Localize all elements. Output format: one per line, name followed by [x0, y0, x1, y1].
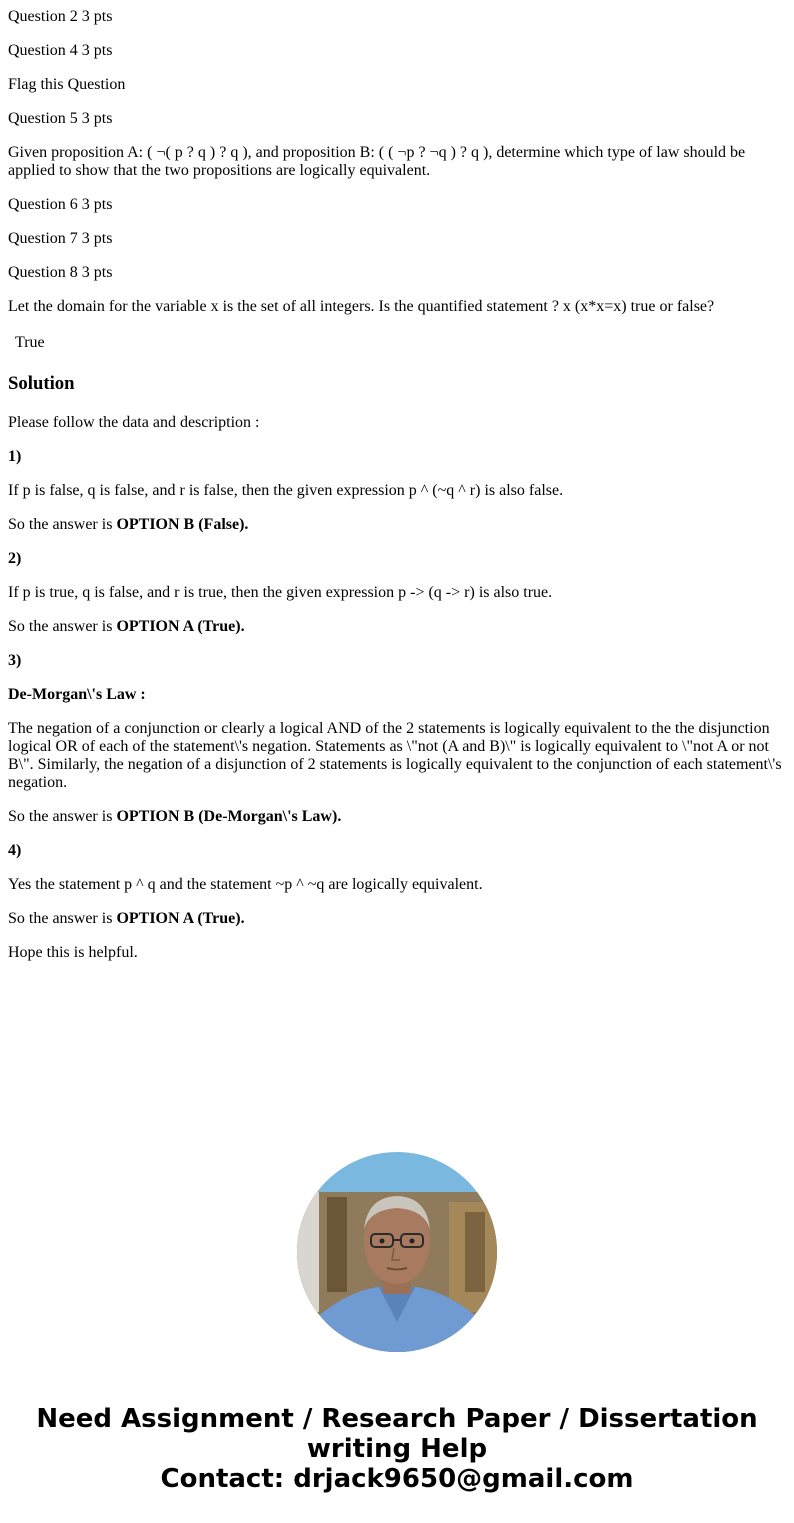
- question-2-header: Question 2 3 pts: [8, 8, 113, 25]
- flag-question-link[interactable]: Flag this Question: [8, 76, 126, 93]
- solution-3-answer: So the answer is OPTION B (De-Morgan\'s Law).: [8, 808, 342, 825]
- promo-contact[interactable]: Contact: drjack9650@gmail.com: [160, 1464, 634, 1494]
- solution-4-text: Yes the statement p ^ q and the statement ~p ^ ~q are logically equivalent.: [8, 876, 483, 893]
- document-body: [8, 0, 786, 978]
- solution-2-number: 2): [8, 550, 22, 567]
- promo-line-1: Need Assignment / Research Paper / Dissertation: [36, 1404, 758, 1434]
- solution-2-text: If p is true, q is false, and r is true, then the given expression p -> (q -> r) is also true.: [8, 584, 553, 601]
- solution-1-number: 1): [8, 448, 22, 465]
- solution-1-answer: So the answer is OPTION B (False).: [8, 516, 249, 533]
- portrait-illustration: [297, 1152, 497, 1352]
- question-8-text: Let the domain for the variable x is the set of all integers. Is the quantified statement ? x (x*x=x) true or false?: [8, 298, 715, 315]
- solution-4-number: 4): [8, 842, 22, 859]
- question-7-header: Question 7 3 pts: [8, 230, 113, 247]
- solution-heading: Solution: [8, 373, 75, 394]
- solution-intro: Please follow the data and description :: [8, 414, 260, 431]
- solution-2-answer: So the answer is OPTION A (True).: [8, 618, 245, 635]
- solution-3-title: De-Morgan\'s Law :: [8, 686, 146, 703]
- solution-3-number: 3): [8, 652, 22, 669]
- question-8-option-true[interactable]: True: [15, 334, 45, 351]
- question-8-header: Question 8 3 pts: [8, 264, 113, 281]
- question-5-text: Given proposition A: ( ¬( p ? q ) ? q ), and proposition B: ( ( ¬p ? ¬q ) ? q ), determine which type of law should be applied to show that the two propositions are logically equivalent.: [8, 144, 746, 179]
- solution-3-text: The negation of a conjunction or clearly a logical AND of the 2 statements is logically equivalent to the the disjunction logical OR of each of the statement\'s negation. Statements as \"not (A and B)\" is logically equivalent to \"not A or not B\". Similarly, the negation of a disjunction of 2 statements is logically equivalent to the conjunction of each statement\'s negation.: [8, 720, 782, 791]
- question-4-header: Question 4 3 pts: [8, 42, 113, 59]
- question-5-header: Question 5 3 pts: [8, 110, 113, 127]
- question-6-header: Question 6 3 pts: [8, 196, 113, 213]
- author-avatar: [297, 1152, 497, 1352]
- promo-line-2: writing Help: [306, 1434, 488, 1464]
- solution-1-text: If p is false, q is false, and r is false, then the given expression p ^ (~q ^ r) is also false.: [8, 482, 564, 499]
- solution-closing: Hope this is helpful.: [8, 944, 138, 961]
- promo-footer: [0, 1404, 794, 1494]
- solution-4-answer: So the answer is OPTION A (True).: [8, 910, 245, 927]
